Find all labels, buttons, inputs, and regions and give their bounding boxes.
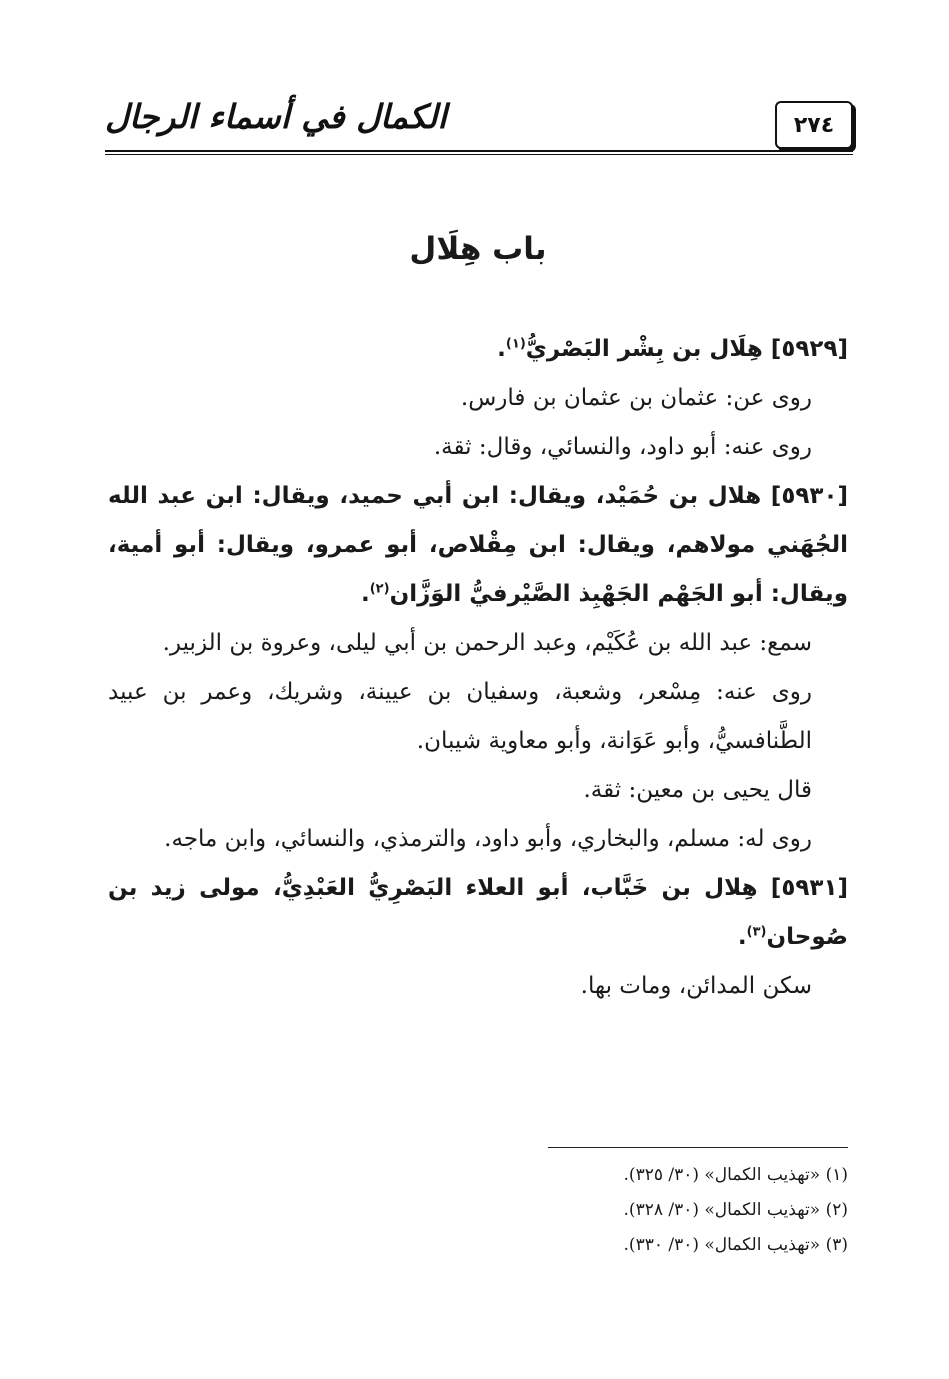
footnote-ref: (٣) [746,924,767,940]
main-text [108,225,848,1011]
entry-heading-end: . [737,924,747,950]
footnotes [480,1158,848,1263]
footnote: (١) «تهذيب الكمال» (٣٠/ ٣٢٥). [623,1165,848,1185]
header-rule-thin [105,154,853,155]
entry-heading-end: . [360,581,370,607]
running-header [105,95,853,157]
entry-heading-text: [٥٩٢٩] هِلَال بن بِشْر البَصْريُّ [525,336,848,362]
footnote-ref: (١) [505,336,526,352]
entry-heading [108,472,848,619]
entry-text-line: روى عن: عثمان بن عثمان بن فارس. [460,385,812,411]
entry-text-line: روى عنه: أبو داود، والنسائي، وقال: ثقة. [433,434,812,460]
chapter-title: باب هِلَال [409,231,547,267]
footnote: (٣) «تهذيب الكمال» (٣٠/ ٣٣٠). [623,1235,848,1255]
footnote: (٢) «تهذيب الكمال» (٣٠/ ٣٢٨). [623,1200,848,1220]
entry-heading-end: . [497,336,506,362]
entry-heading-text: [٥٩٣١] هِلال بن خَبَّاب، أبو العلاء البَصْرِيُّ العَبْدِيُّ، مولى زيد بن صُوحان [108,875,848,950]
entry-heading [108,864,848,962]
book-title: الكمال في أسماء الرجال [105,97,447,136]
entry-text-line: روى عنه: مِسْعر، وشعبة، وسفيان بن عيينة، وشريك، وعمر بن عبيد الطَّنافسيُّ، وأبو عَوَانة، وأبو معاوية شيبان. [108,679,812,754]
page-number: ٢٧٤ [775,101,853,149]
entry-heading-text: [٥٩٣٠] هلال بن حُمَيْد، ويقال: ابن أبي حميد، ويقال: ابن عبد الله الجُهَني مولاهم، ويقال: ابن مِقْلاص، أبو عمرو، ويقال: أبو أمية، ويقال: أبو الجَهْم الجَهْبِذ الصَّيْرفيُّ الوَزَّان [108,483,848,607]
footnote-ref: (٢) [369,581,390,597]
header-rule [105,150,853,152]
entry-text-line: قال يحيى بن معين: ثقة. [583,777,812,803]
entry-heading [108,325,848,374]
entry-text-line: سمع: عبد الله بن عُكَيْم، وعبد الرحمن بن أبي ليلى، وعروة بن الزبير. [162,630,812,656]
entry-text-line: روى له: مسلم، والبخاري، وأبو داود، والترمذي، والنسائي، وابن ماجه. [164,826,812,852]
entry-text-line: سكن المدائن، ومات بها. [580,973,812,999]
footnote-separator [548,1147,848,1148]
